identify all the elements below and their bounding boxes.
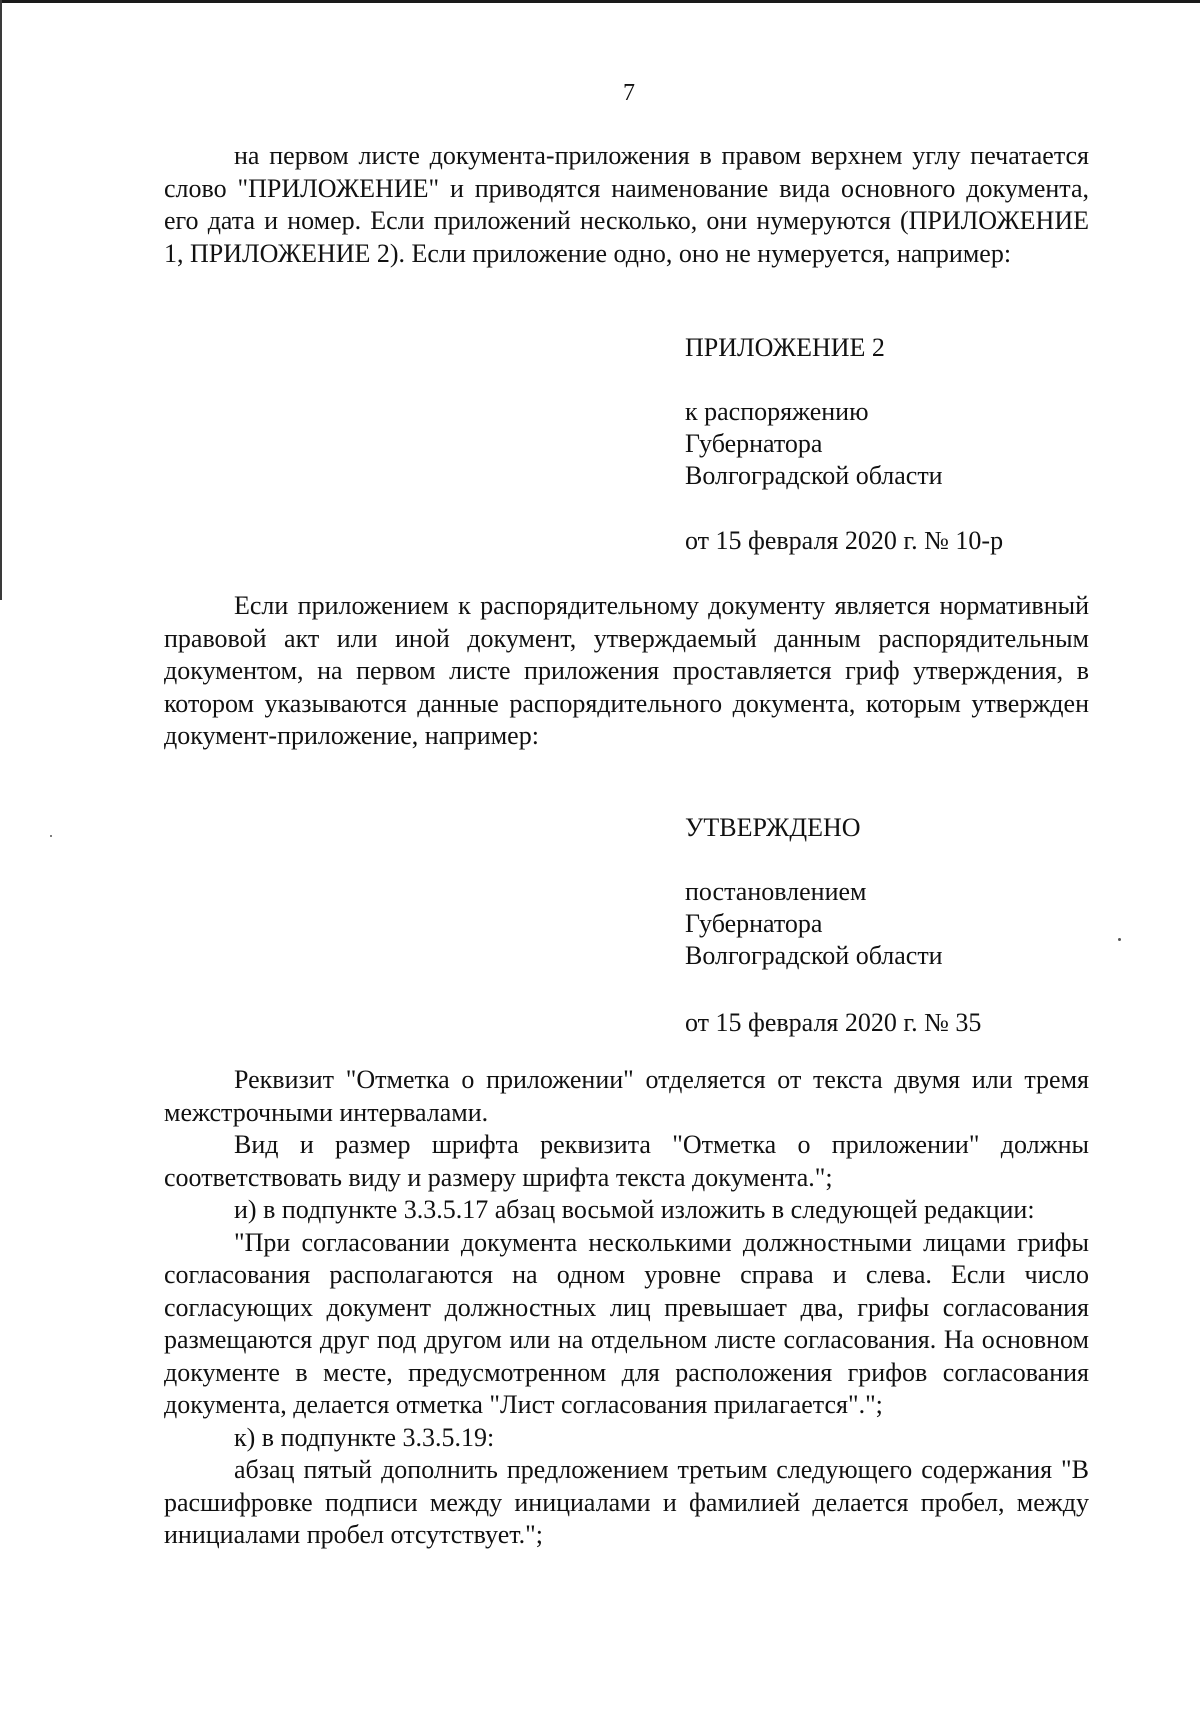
approval-stamp-line: постановлением — [685, 877, 867, 906]
paragraph: абзац пятый дополнить предложением третьим следующего содержания "В расшифровке подписи между инициалами и фамилией делается пробел, между инициалами пробел отсутствует."; — [164, 1455, 1089, 1549]
paragraph: Если приложением к распорядительному документу является нормативный правовой акт или иной документ, утверждаемый данным распорядительным документом, на первом листе приложения проставляется гриф утверждения, в котором указываются данные распорядительного документа, которым утвержден документ-приложение, например: — [164, 591, 1089, 750]
page-number: 7 — [623, 80, 635, 106]
scan-edge-top — [0, 0, 1200, 3]
paragraph: "При согласовании документа несколькими должностными лицами грифы согласования располагаются на одном уровне справа и слева. Если число согласующих документ должностных лиц превышает два, грифы согласования размещаются друг под другом или на отдельном листе согласования. На основном документе в месте, предусмотренном для расположения грифов согласования документа, делается отметка "Лист согласования прилагается"."; — [164, 1227, 1089, 1419]
paragraph-block-top — [164, 140, 1089, 270]
approval-stamp-line: Губернатора — [685, 909, 823, 938]
approval-stamp-date: от 15 февраля 2020 г. № 35 — [685, 1008, 982, 1037]
paragraph: Реквизит "Отметка о приложении" отделяется от текста двумя или тремя межстрочными интервалами. — [164, 1065, 1089, 1127]
appendix-stamp-line: к распоряжению — [685, 397, 869, 426]
paragraph-block-middle — [164, 590, 1089, 753]
appendix-stamp-date: от 15 февраля 2020 г. № 10-р — [685, 526, 1004, 555]
scan-speck — [50, 835, 52, 837]
approval-stamp-line: Волгоградской области — [685, 941, 943, 970]
appendix-stamp-line: Губернатора — [685, 429, 823, 458]
approval-stamp-body — [685, 876, 943, 972]
paragraph-block-bottom — [164, 1064, 1089, 1552]
paragraph: и) в подпункте 3.3.5.17 абзац восьмой изложить в следующей редакции: — [234, 1195, 1035, 1224]
paragraph: на первом листе документа-приложения в правом верхнем углу печатается слово "ПРИЛОЖЕНИЕ" и приводятся наименование вида основного документа, его дата и номер. Если приложений несколько, они нумеруются (ПРИЛОЖЕНИЕ 1, ПРИЛОЖЕНИЕ 2). Если приложение одно, оно не нумеруется, например: — [164, 141, 1089, 268]
appendix-stamp-title: ПРИЛОЖЕНИЕ 2 — [685, 333, 885, 362]
paragraph: к) в подпункте 3.3.5.19: — [234, 1422, 495, 1452]
paragraph: Вид и размер шрифта реквизита "Отметка о приложении" должны соответствовать виду и размеру шрифта текста документа."; — [164, 1130, 1089, 1192]
approval-stamp-title: УТВЕРЖДЕНО — [685, 813, 861, 842]
scan-speck — [1118, 938, 1121, 941]
appendix-stamp-line: Волгоградской области — [685, 461, 943, 490]
appendix-stamp-body — [685, 396, 943, 492]
